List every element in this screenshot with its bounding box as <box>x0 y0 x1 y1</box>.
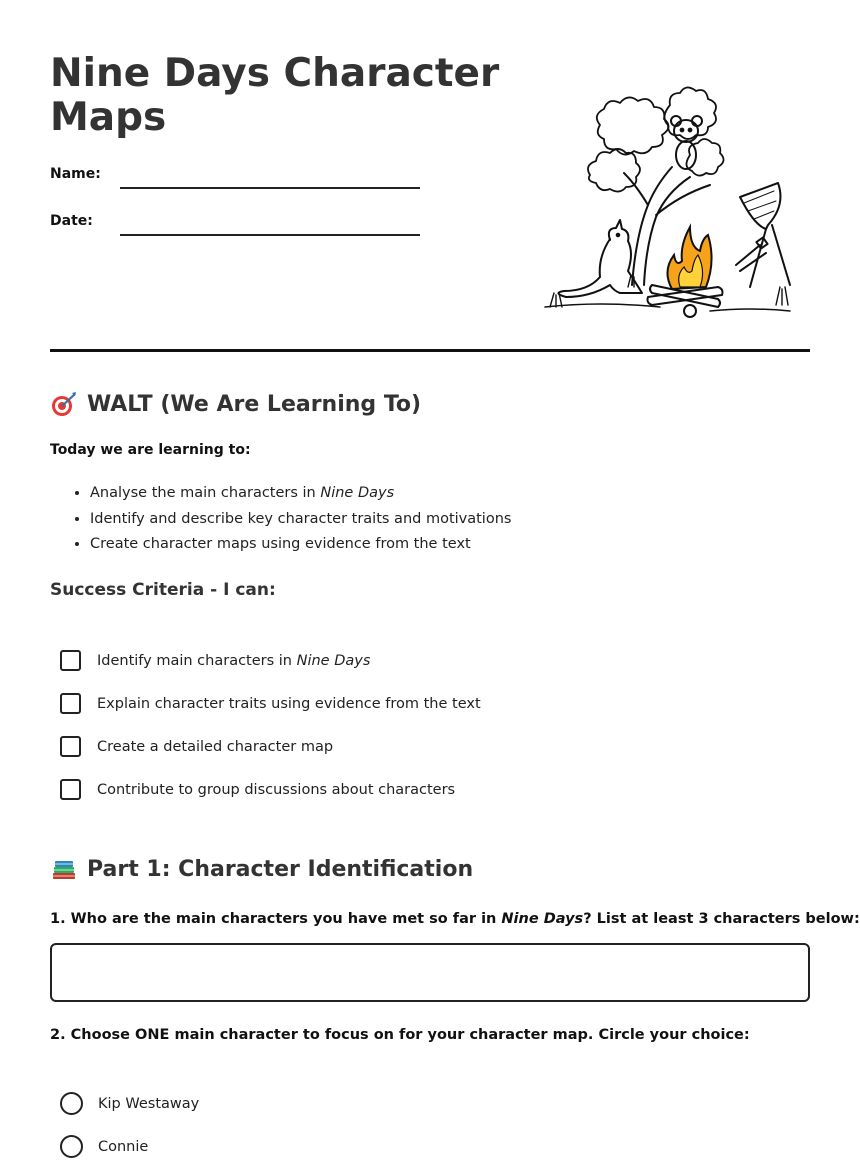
choice-label: Kip Westaway <box>98 1095 200 1112</box>
criterion-label: Explain character traits using evidence from the text <box>97 695 481 712</box>
checkbox[interactable] <box>60 779 81 800</box>
name-label: Name: <box>50 166 101 182</box>
date-field[interactable] <box>120 234 420 236</box>
success-criterion-2 <box>60 693 481 714</box>
question-1-answer-box[interactable] <box>50 943 810 1002</box>
books-icon <box>50 855 78 883</box>
criterion-label: Identify main characters in Nine Days <box>97 652 371 669</box>
walt-heading-text: WALT (We Are Learning To) <box>87 391 422 417</box>
walt-heading <box>50 390 421 418</box>
criterion-label: Contribute to group discussions about characters <box>97 781 456 798</box>
choice-label: Connie <box>98 1138 149 1155</box>
name-field[interactable] <box>120 187 420 189</box>
part1-heading <box>50 855 473 883</box>
checkbox[interactable] <box>60 650 81 671</box>
page-title: Nine Days Character Maps <box>50 51 500 140</box>
question-1: 1. Who are the main characters you have met so far in Nine Days? List at least 3 characters below: <box>50 911 860 927</box>
list-item: • Create character maps using evidence from the text <box>90 532 511 558</box>
part1-heading-text: Part 1: Character Identification <box>87 856 474 882</box>
walt-list <box>50 481 511 558</box>
radio-circle[interactable] <box>60 1135 83 1158</box>
walt-lead: Today we are learning to: <box>50 442 251 458</box>
list-item: • Identify and describe key character traits and motivations <box>90 507 511 533</box>
date-label: Date: <box>50 213 93 229</box>
success-criterion-4 <box>60 779 455 800</box>
checkbox[interactable] <box>60 736 81 757</box>
checkbox[interactable] <box>60 693 81 714</box>
choice-connie <box>60 1135 148 1158</box>
success-criterion-1 <box>60 650 370 671</box>
section-divider <box>50 349 810 352</box>
target-icon <box>50 390 78 418</box>
success-criterion-3 <box>60 736 333 757</box>
radio-circle[interactable] <box>60 1092 83 1115</box>
success-criteria-heading: Success Criteria - I can: <box>50 580 276 600</box>
choice-kip-westaway <box>60 1092 199 1115</box>
list-item: • Analyse the main characters in Nine Days <box>90 481 511 507</box>
campfire-bush-scene-icon <box>540 75 810 325</box>
question-2: 2. Choose ONE main character to focus on for your character map. Circle your choice: <box>50 1027 750 1043</box>
criterion-label: Create a detailed character map <box>97 738 334 755</box>
